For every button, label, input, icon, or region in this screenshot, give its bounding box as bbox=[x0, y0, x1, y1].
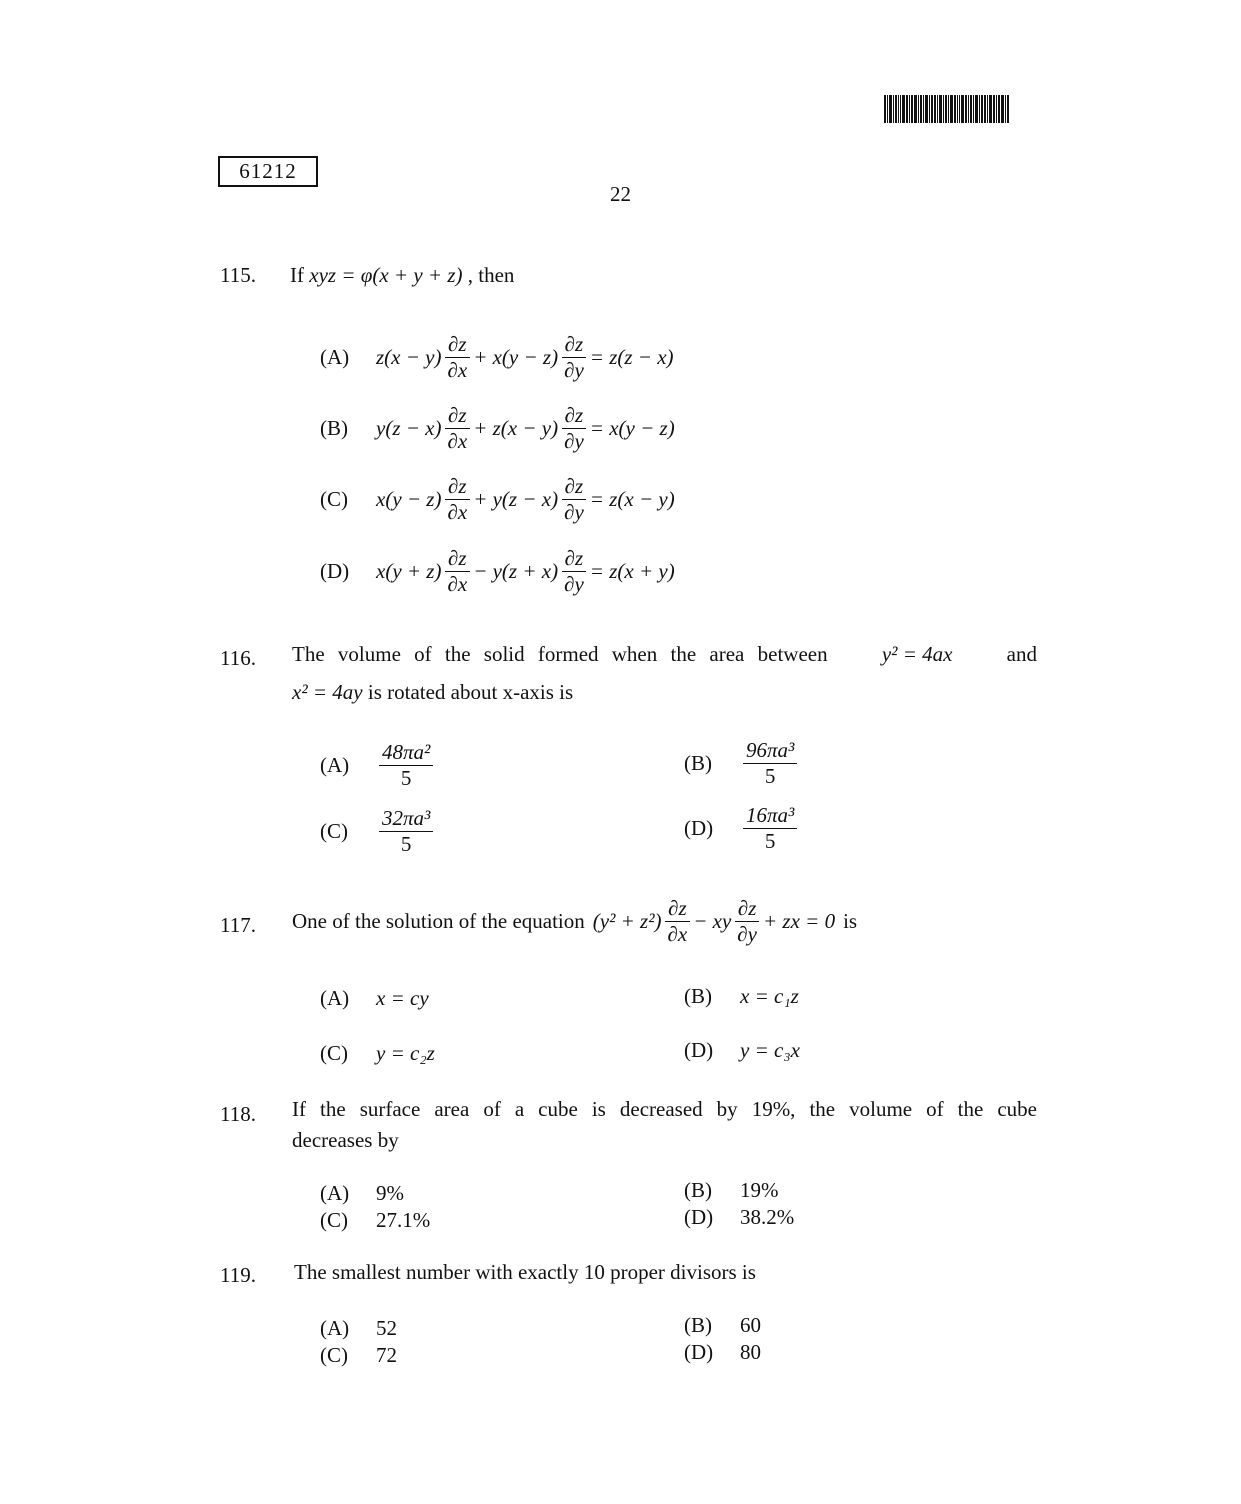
option-numerator: 16πa³ bbox=[743, 805, 797, 829]
q116-option-d bbox=[684, 805, 800, 852]
q116-option-c bbox=[320, 808, 436, 855]
q119-option-a bbox=[320, 1316, 397, 1341]
question-117-stem bbox=[292, 893, 857, 949]
lhs-term-2: + x(y − z) bbox=[473, 345, 559, 369]
question-116-line-1 bbox=[292, 642, 1037, 667]
partial-num: ∂z bbox=[562, 405, 587, 429]
option-label: (D) bbox=[320, 559, 350, 583]
stem-end: and bbox=[1006, 642, 1037, 666]
option-numerator: 48πa² bbox=[379, 742, 433, 766]
option-label: (A) bbox=[320, 345, 350, 369]
barcode bbox=[884, 95, 1042, 123]
option-value: y = c₃x bbox=[740, 1038, 800, 1062]
option-denominator: 5 bbox=[764, 764, 776, 788]
partial-num: ∂z bbox=[735, 898, 760, 922]
question-118-line-1: If the surface area of a cube is decreased by 19%, the volume of the cube bbox=[292, 1097, 1037, 1121]
option-label: (D) bbox=[684, 1340, 714, 1364]
rhs-term: = z(x + y) bbox=[589, 559, 675, 583]
partial-num: ∂z bbox=[445, 548, 470, 572]
partial-num: ∂z bbox=[562, 548, 587, 572]
option-label: (C) bbox=[320, 819, 348, 843]
stem-math-2: x² = 4ay bbox=[292, 680, 363, 704]
q119-option-c bbox=[320, 1343, 397, 1368]
q118-option-d bbox=[684, 1205, 794, 1230]
lhs-term-1: z(x − y) bbox=[376, 345, 442, 369]
option-denominator: 5 bbox=[400, 766, 412, 790]
option-value: x = cy bbox=[376, 986, 429, 1010]
option-label: (C) bbox=[320, 1343, 348, 1367]
option-numerator: 32πa³ bbox=[379, 808, 433, 832]
page-number: 22 bbox=[610, 182, 631, 206]
stem-text: The volume of the solid formed when the area between bbox=[292, 642, 828, 666]
stem-text: One of the solution of the equation bbox=[292, 908, 585, 933]
question-118-line-2: decreases by bbox=[292, 1128, 399, 1152]
option-label: (B) bbox=[320, 416, 348, 440]
question-116-number: 116. bbox=[220, 646, 256, 670]
partial-den-x: ∂x bbox=[447, 572, 468, 596]
partial-num: ∂z bbox=[445, 476, 470, 500]
question-119-number: 119. bbox=[220, 1263, 256, 1287]
q116-option-b bbox=[684, 740, 800, 787]
q119-option-b bbox=[684, 1313, 761, 1338]
question-117-number: 117. bbox=[220, 913, 256, 937]
option-denominator: 5 bbox=[764, 829, 776, 853]
stem-prefix: If bbox=[290, 263, 304, 287]
stem-math: xyz = φ(x + y + z) bbox=[309, 263, 463, 287]
q116-option-a bbox=[320, 742, 436, 789]
option-value: 19% bbox=[740, 1178, 779, 1202]
partial-num: ∂z bbox=[665, 898, 690, 922]
option-value: x = c₁z bbox=[740, 984, 799, 1008]
q115-option-a bbox=[320, 334, 674, 381]
question-116-line-2 bbox=[292, 680, 573, 705]
option-value: 27.1% bbox=[376, 1208, 431, 1232]
option-value: 72 bbox=[376, 1343, 397, 1367]
option-denominator: 5 bbox=[400, 832, 412, 856]
partial-den-y: ∂y bbox=[737, 921, 757, 946]
question-119-stem: The smallest number with exactly 10 proper divisors is bbox=[294, 1260, 756, 1284]
partial-num: ∂z bbox=[562, 334, 587, 358]
exam-code-box: 61212 bbox=[218, 156, 318, 187]
lhs-term-1: y(z − x) bbox=[376, 416, 442, 440]
partial-den-y: ∂y bbox=[564, 358, 584, 382]
question-115-stem bbox=[290, 263, 514, 288]
option-label: (C) bbox=[320, 1208, 348, 1232]
option-label: (D) bbox=[684, 816, 714, 840]
q117-option-b bbox=[684, 984, 799, 1009]
question-115-number: 115. bbox=[220, 263, 256, 287]
partial-den-y: ∂y bbox=[564, 572, 584, 596]
option-label: (A) bbox=[320, 1181, 350, 1205]
rhs-term: = x(y − z) bbox=[589, 416, 675, 440]
q115-option-b bbox=[320, 405, 675, 452]
q117-option-d bbox=[684, 1038, 800, 1063]
q118-option-a bbox=[320, 1181, 404, 1206]
partial-den-y: ∂y bbox=[564, 429, 584, 453]
eq-part-2: − xy bbox=[693, 908, 732, 933]
eq-part-1: (y² + z²) bbox=[592, 908, 662, 933]
q117-option-c bbox=[320, 1041, 435, 1066]
option-label: (D) bbox=[684, 1038, 714, 1062]
rhs-term: = z(z − x) bbox=[589, 345, 674, 369]
option-value: 38.2% bbox=[740, 1205, 795, 1229]
q118-option-c bbox=[320, 1208, 430, 1233]
question-118-number: 118. bbox=[220, 1102, 256, 1126]
partial-num: ∂z bbox=[445, 334, 470, 358]
stem-math: y² = 4ax bbox=[881, 642, 953, 666]
rhs-term: = z(x − y) bbox=[589, 487, 675, 511]
q117-option-a bbox=[320, 986, 429, 1011]
option-value: 52 bbox=[376, 1316, 397, 1340]
stem-suffix: , then bbox=[467, 263, 515, 287]
option-label: (C) bbox=[320, 487, 348, 511]
option-label: (B) bbox=[684, 1313, 712, 1337]
option-label: (B) bbox=[684, 984, 712, 1008]
partial-den-x: ∂x bbox=[447, 358, 468, 382]
option-label: (D) bbox=[684, 1205, 714, 1229]
stem-end: is bbox=[843, 908, 858, 933]
lhs-term-1: x(y − z) bbox=[376, 487, 442, 511]
option-label: (A) bbox=[320, 753, 350, 777]
option-label: (B) bbox=[684, 1178, 712, 1202]
lhs-term-2: + z(x − y) bbox=[473, 416, 559, 440]
option-numerator: 96πa³ bbox=[743, 740, 797, 764]
option-value: y = c₂z bbox=[376, 1041, 435, 1065]
stem-text-2: is rotated about x-axis is bbox=[367, 680, 574, 704]
partial-den-x: ∂x bbox=[667, 921, 688, 946]
option-label: (B) bbox=[684, 751, 712, 775]
partial-den-y: ∂y bbox=[564, 500, 584, 524]
partial-den-x: ∂x bbox=[447, 500, 468, 524]
q115-option-c bbox=[320, 476, 675, 523]
q119-option-d bbox=[684, 1340, 761, 1365]
lhs-term-1: x(y + z) bbox=[376, 559, 442, 583]
q115-option-d bbox=[320, 548, 675, 595]
lhs-term-2: − y(z + x) bbox=[473, 559, 559, 583]
partial-num: ∂z bbox=[562, 476, 587, 500]
option-label: (A) bbox=[320, 1316, 350, 1340]
eq-part-3: + zx = 0 bbox=[763, 908, 836, 933]
lhs-term-2: + y(z − x) bbox=[473, 487, 559, 511]
option-label: (C) bbox=[320, 1041, 348, 1065]
q118-option-b bbox=[684, 1178, 779, 1203]
option-value: 80 bbox=[740, 1340, 761, 1364]
partial-num: ∂z bbox=[445, 405, 470, 429]
partial-den-x: ∂x bbox=[447, 429, 468, 453]
option-value: 60 bbox=[740, 1313, 761, 1337]
option-value: 9% bbox=[376, 1181, 404, 1205]
option-label: (A) bbox=[320, 986, 350, 1010]
